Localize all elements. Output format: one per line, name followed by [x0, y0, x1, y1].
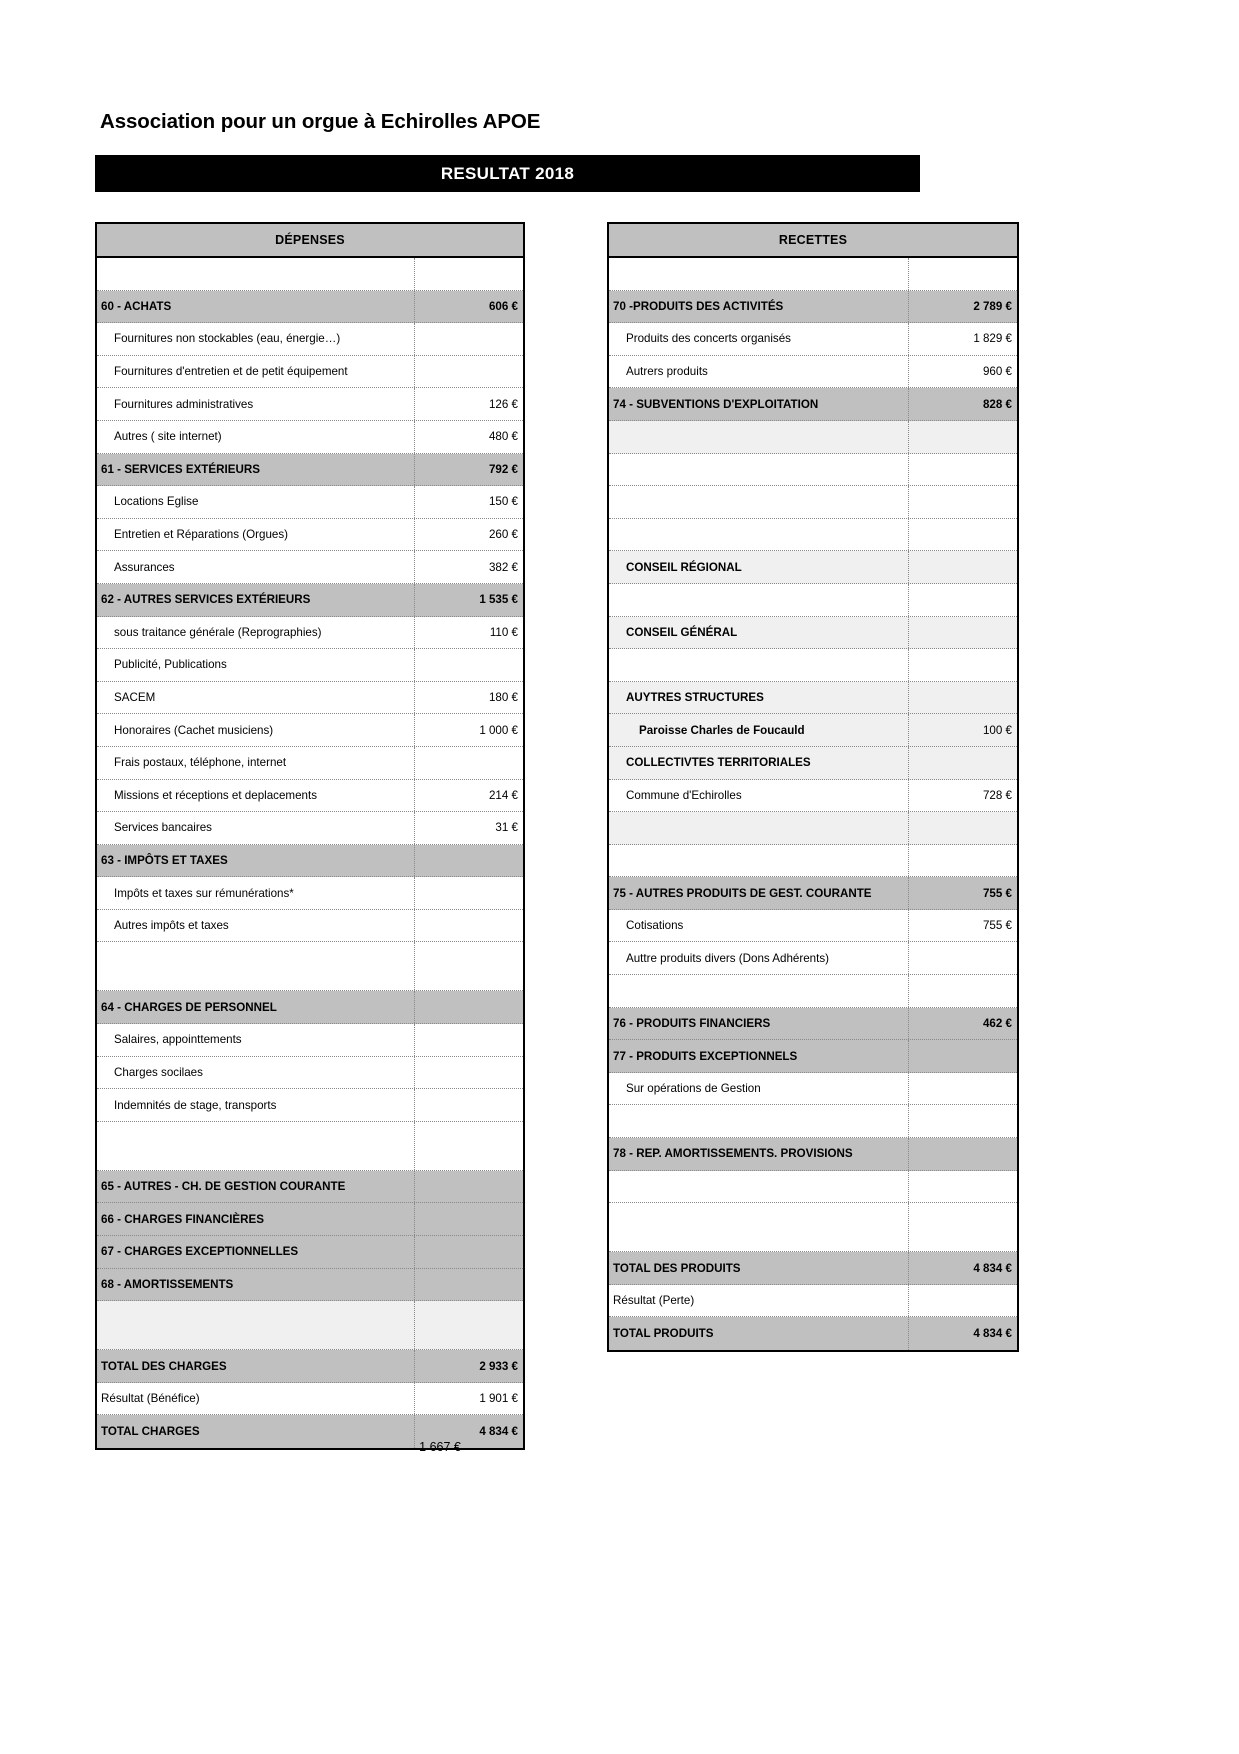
revenues-row-list	[609, 258, 1017, 1350]
row-amount	[909, 617, 1017, 649]
row-label: Locations Eglise	[97, 486, 415, 518]
row-label	[609, 421, 909, 453]
revenues-table	[607, 222, 1019, 1352]
table-row	[97, 291, 523, 324]
table-row	[97, 1057, 523, 1090]
row-label: Fournitures administratives	[97, 388, 415, 420]
row-amount	[415, 356, 523, 388]
row-label: 76 - PRODUITS FINANCIERS	[609, 1008, 909, 1040]
table-row	[609, 1203, 1017, 1252]
row-label: Autres ( site internet)	[97, 421, 415, 453]
row-label	[97, 258, 415, 290]
table-row	[609, 584, 1017, 617]
row-amount: 382 €	[488, 560, 518, 574]
table-row	[97, 812, 523, 845]
row-amount	[909, 1105, 1017, 1137]
table-row	[97, 1089, 523, 1122]
expenses-table-header	[97, 224, 523, 258]
row-label: 67 - CHARGES EXCEPTIONNELLES	[97, 1236, 415, 1268]
table-row	[97, 1350, 523, 1383]
row-label: Paroisse Charles de Foucauld	[609, 714, 909, 746]
row-label: 77 - PRODUITS EXCEPTIONNELS	[609, 1040, 909, 1072]
row-amount: 31 €	[495, 821, 518, 835]
row-label: Frais postaux, téléphone, internet	[97, 747, 415, 779]
table-row	[97, 388, 523, 421]
row-label: Cotisations	[609, 910, 909, 942]
table-row	[609, 1317, 1017, 1350]
table-row	[97, 1024, 523, 1057]
table-row	[609, 1073, 1017, 1106]
row-amount: 606 €	[488, 299, 518, 313]
row-label: Commune d'Echirolles	[609, 780, 909, 812]
table-row	[97, 323, 523, 356]
row-label: CONSEIL RÉGIONAL	[609, 551, 909, 583]
row-amount	[415, 258, 523, 290]
table-row	[97, 649, 523, 682]
row-label: 74 - SUBVENTIONS D'EXPLOITATION	[609, 388, 909, 420]
table-row	[609, 486, 1017, 519]
table-row	[97, 486, 523, 519]
row-amount	[909, 649, 1017, 681]
row-label: Assurances	[97, 551, 415, 583]
row-amount	[909, 1285, 1017, 1317]
table-row	[97, 747, 523, 780]
row-amount: 2 933 €	[479, 1359, 518, 1373]
row-amount	[909, 519, 1017, 551]
row-amount: 1 000 €	[479, 723, 518, 737]
row-amount: 1 829 €	[973, 332, 1012, 346]
row-label: TOTAL CHARGES	[97, 1415, 415, 1448]
row-label: Indemnités de stage, transports	[97, 1089, 415, 1121]
row-amount: 728 €	[982, 788, 1012, 802]
table-row	[609, 1105, 1017, 1138]
row-label: Salaires, appointtements	[97, 1024, 415, 1056]
row-label	[609, 486, 909, 518]
result-banner	[95, 155, 920, 192]
row-amount: 792 €	[488, 462, 518, 476]
row-amount	[909, 551, 1017, 583]
row-amount	[415, 649, 523, 681]
table-row	[609, 649, 1017, 682]
row-amount	[909, 975, 1017, 1007]
expenses-table	[95, 222, 525, 1450]
row-amount	[415, 1171, 523, 1203]
table-row	[609, 388, 1017, 421]
row-label: Fournitures non stockables (eau, énergie…)	[97, 323, 415, 355]
row-amount	[415, 1301, 523, 1349]
row-amount	[415, 877, 523, 909]
row-amount: 480 €	[488, 430, 518, 444]
row-amount	[909, 1073, 1017, 1105]
row-amount: 2 789 €	[973, 299, 1012, 313]
table-row	[97, 942, 523, 991]
table-row	[609, 910, 1017, 943]
row-amount	[415, 1203, 523, 1235]
row-label	[609, 649, 909, 681]
table-row	[97, 1122, 523, 1171]
row-label: COLLECTIVTES TERRITORIALES	[609, 747, 909, 779]
row-amount	[909, 942, 1017, 974]
row-label: Impôts et taxes sur rémunérations*	[97, 877, 415, 909]
row-label: 75 - AUTRES PRODUITS DE GEST. COURANTE	[609, 877, 909, 909]
row-label: Résultat (Bénéfice)	[97, 1383, 415, 1415]
row-amount	[415, 910, 523, 942]
table-row	[609, 519, 1017, 552]
row-label	[609, 584, 909, 616]
row-amount	[909, 845, 1017, 877]
table-row	[97, 682, 523, 715]
row-amount	[415, 991, 523, 1023]
row-amount: 260 €	[488, 528, 518, 542]
row-label	[609, 454, 909, 486]
row-label: 64 - CHARGES DE PERSONNEL	[97, 991, 415, 1023]
table-row	[609, 454, 1017, 487]
row-label	[609, 258, 909, 290]
row-label: 68 - AMORTISSEMENTS	[97, 1269, 415, 1301]
table-row	[609, 780, 1017, 813]
table-row	[97, 584, 523, 617]
row-label: 61 - SERVICES EXTÉRIEURS	[97, 454, 415, 486]
expenses-header-label: DÉPENSES	[275, 233, 345, 247]
table-row	[97, 780, 523, 813]
row-amount: 4 834 €	[973, 1261, 1012, 1275]
table-row	[97, 421, 523, 454]
table-row	[97, 258, 523, 291]
table-row	[609, 975, 1017, 1008]
row-label: SACEM	[97, 682, 415, 714]
row-label: Missions et réceptions et deplacements	[97, 780, 415, 812]
row-amount	[415, 1236, 523, 1268]
table-row	[97, 617, 523, 650]
row-amount: 126 €	[488, 397, 518, 411]
row-label: TOTAL PRODUITS	[609, 1317, 909, 1350]
row-label	[97, 1301, 415, 1349]
row-label: 63 - IMPÔTS ET TAXES	[97, 845, 415, 877]
row-label	[609, 1105, 909, 1137]
row-amount: 755 €	[982, 919, 1012, 933]
row-label: Produits des concerts organisés	[609, 323, 909, 355]
row-amount	[909, 1138, 1017, 1170]
table-row	[97, 845, 523, 878]
row-amount: 100 €	[982, 723, 1012, 737]
row-label: Résultat (Perte)	[609, 1285, 909, 1317]
row-label: Fournitures d'entretien et de petit équipement	[97, 356, 415, 388]
table-row	[97, 910, 523, 943]
table-row	[609, 291, 1017, 324]
row-amount	[415, 323, 523, 355]
row-label: 70 -PRODUITS DES ACTIVITÉS	[609, 291, 909, 323]
table-row	[609, 323, 1017, 356]
row-amount	[415, 1057, 523, 1089]
row-label: Autres impôts et taxes	[97, 910, 415, 942]
result-banner-label: RESULTAT 2018	[440, 163, 575, 183]
table-row	[97, 1203, 523, 1236]
table-row	[97, 877, 523, 910]
row-label	[97, 1122, 415, 1170]
table-row	[97, 1269, 523, 1302]
row-amount: 214 €	[488, 788, 518, 802]
row-label: 78 - REP. AMORTISSEMENTS. PROVISIONS	[609, 1138, 909, 1170]
table-row	[609, 258, 1017, 291]
row-amount	[415, 1122, 523, 1170]
table-row	[97, 356, 523, 389]
page-title: Association pour un orgue à Echirolles APOE	[100, 110, 541, 133]
table-row	[609, 1171, 1017, 1204]
table-row	[97, 1236, 523, 1269]
row-amount	[909, 812, 1017, 844]
row-amount: 960 €	[982, 365, 1012, 379]
row-amount: 755 €	[982, 886, 1012, 900]
table-row	[609, 812, 1017, 845]
table-row	[609, 845, 1017, 878]
row-label: Charges socilaes	[97, 1057, 415, 1089]
table-row	[609, 1285, 1017, 1318]
table-row	[609, 617, 1017, 650]
row-label	[97, 942, 415, 990]
table-row	[609, 1008, 1017, 1041]
row-label: sous traitance générale (Reprographies)	[97, 617, 415, 649]
table-row	[609, 1138, 1017, 1171]
row-amount	[415, 1024, 523, 1056]
row-label: Honoraires (Cachet musiciens)	[97, 714, 415, 746]
row-label: Auttre produits divers (Dons Adhérents)	[609, 942, 909, 974]
table-row	[97, 454, 523, 487]
row-label: 65 - AUTRES - CH. DE GESTION COURANTE	[97, 1171, 415, 1203]
row-amount	[909, 486, 1017, 518]
row-amount: 1 901 €	[479, 1392, 518, 1406]
row-label: Entretien et Réparations (Orgues)	[97, 519, 415, 551]
table-row	[97, 991, 523, 1024]
table-row	[609, 877, 1017, 910]
footer-total-value: 1 667 €	[419, 1440, 461, 1454]
row-amount: 110 €	[489, 625, 518, 639]
expenses-row-list	[97, 258, 523, 1448]
row-amount	[909, 747, 1017, 779]
table-row	[609, 421, 1017, 454]
row-label: 62 - AUTRES SERVICES EXTÉRIEURS	[97, 584, 415, 616]
row-label: 60 - ACHATS	[97, 291, 415, 323]
row-label: Autrers produits	[609, 356, 909, 388]
row-amount	[415, 845, 523, 877]
table-row	[609, 682, 1017, 715]
row-label: AUYTRES STRUCTURES	[609, 682, 909, 714]
table-row	[609, 747, 1017, 780]
row-amount	[415, 942, 523, 990]
row-label: Services bancaires	[97, 812, 415, 844]
row-label	[609, 845, 909, 877]
table-row	[97, 519, 523, 552]
table-row	[609, 356, 1017, 389]
row-amount: 1 535 €	[479, 593, 518, 607]
revenues-table-header	[609, 224, 1017, 258]
row-amount	[415, 1089, 523, 1121]
row-label: CONSEIL GÉNÉRAL	[609, 617, 909, 649]
row-amount: 180 €	[488, 691, 518, 705]
row-amount	[909, 454, 1017, 486]
row-amount	[909, 584, 1017, 616]
row-amount: 150 €	[488, 495, 518, 509]
table-row	[97, 551, 523, 584]
row-label: Sur opérations de Gestion	[609, 1073, 909, 1105]
row-amount	[415, 1269, 523, 1301]
table-row	[609, 1040, 1017, 1073]
row-amount: 828 €	[982, 397, 1012, 411]
revenues-header-label: RECETTES	[778, 233, 848, 247]
row-label	[609, 1171, 909, 1203]
row-label	[609, 812, 909, 844]
row-amount: 462 €	[982, 1016, 1012, 1030]
row-amount	[909, 1171, 1017, 1203]
row-amount	[415, 747, 523, 779]
table-row	[97, 1171, 523, 1204]
row-label	[609, 519, 909, 551]
row-amount	[909, 421, 1017, 453]
row-amount	[909, 682, 1017, 714]
row-label: TOTAL DES PRODUITS	[609, 1252, 909, 1284]
table-row	[609, 714, 1017, 747]
table-row	[97, 1383, 523, 1416]
row-amount	[909, 1203, 1017, 1251]
table-row	[97, 714, 523, 747]
row-label: Publicité, Publications	[97, 649, 415, 681]
table-row	[97, 1301, 523, 1350]
row-amount: 4 834 €	[479, 1425, 518, 1439]
row-label: TOTAL DES CHARGES	[97, 1350, 415, 1382]
row-amount	[909, 1040, 1017, 1072]
table-row	[609, 942, 1017, 975]
row-amount	[909, 258, 1017, 290]
row-label	[609, 975, 909, 1007]
row-label: 66 - CHARGES FINANCIÈRES	[97, 1203, 415, 1235]
row-amount: 4 834 €	[973, 1327, 1012, 1341]
table-row	[609, 551, 1017, 584]
table-row	[609, 1252, 1017, 1285]
row-label	[609, 1203, 909, 1251]
